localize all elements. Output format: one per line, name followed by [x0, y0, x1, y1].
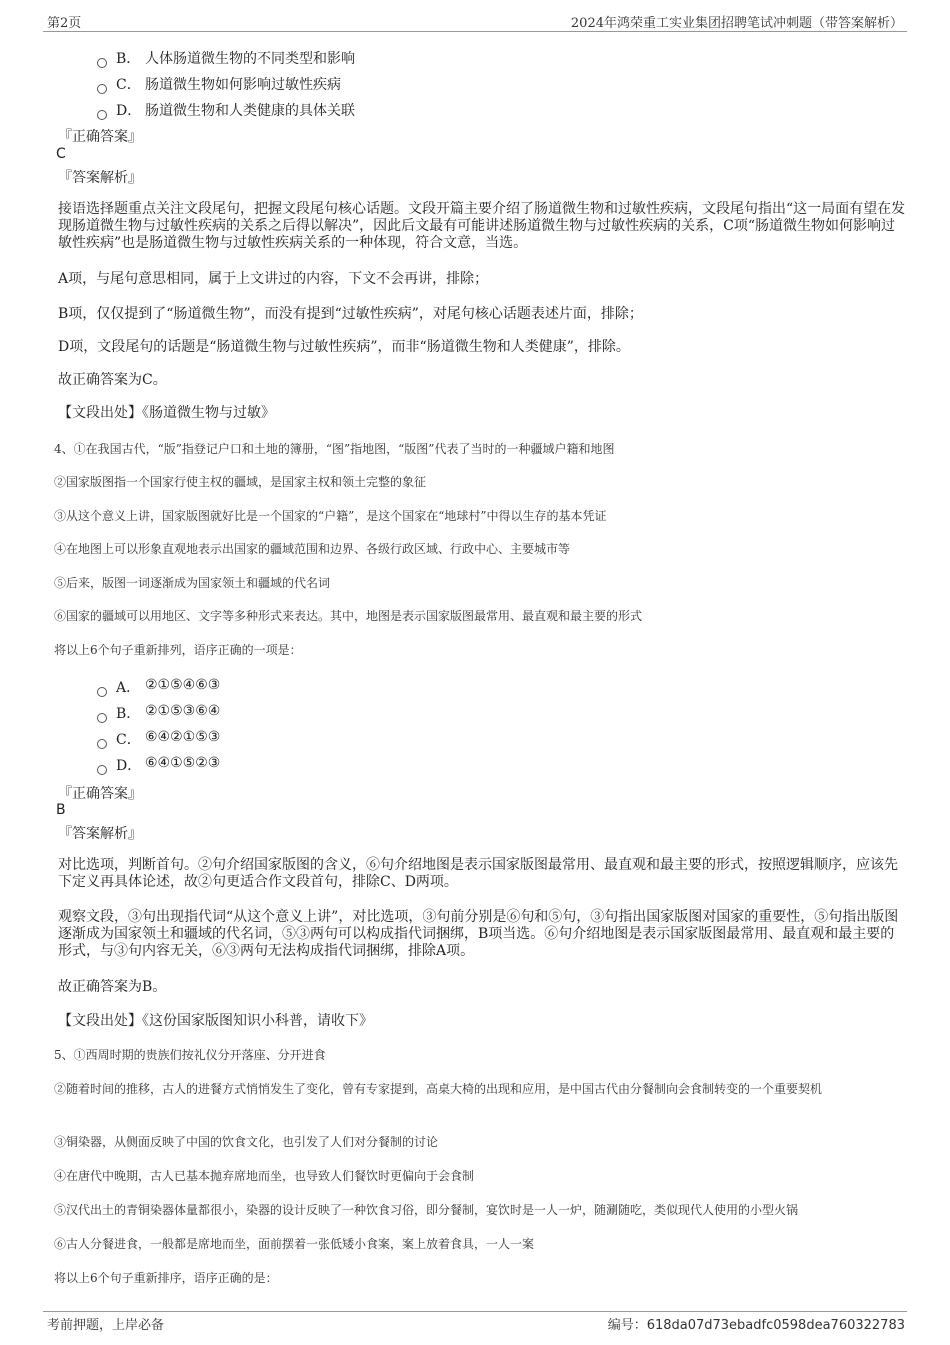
- q5-sentence: ⑤汉代出土的青铜染器体量都很小，染器的设计反映了一种饮食习俗，即分餐制，宴饮时是一人一炉，随涮随吃，类似现代人使用的小型火锅: [54, 1203, 799, 1217]
- q5-sentence: ④在唐代中晚期，古人已基本抛弃席地而坐，也导致人们餐饮时更偏向于会食制: [54, 1169, 475, 1183]
- option-text: 肠道微生物如何影响过敏性疾病: [145, 77, 341, 93]
- source-citation: 【文段出处】《肠道微生物与过敏》: [58, 405, 275, 421]
- q4-question-prompt: 将以上6个句子重新排列，语序正确的一项是：: [54, 643, 302, 657]
- q4-sentence: 4、①在我国古代，“版”指登记户口和土地的簿册，“图”指地图，“版图”代表了当时的一种疆域户籍和地图: [54, 442, 615, 456]
- q5-sentence: ⑥古人分餐进食，一般都是席地而坐，面前摆着一张低矮小食案，案上放着食具，一人一案: [54, 1237, 535, 1251]
- analysis-label: 『答案解析』: [58, 170, 142, 186]
- analysis-conclusion: 故正确答案为B。: [58, 979, 167, 995]
- analysis-label: 『答案解析』: [58, 826, 142, 842]
- option-text: 肠道微生物和人类健康的具体关联: [145, 103, 355, 119]
- answer-value: C: [56, 146, 66, 162]
- radio-icon[interactable]: [97, 765, 107, 775]
- option-letter: A．: [116, 680, 141, 696]
- footer-slogan: 考前押题，上岸必备: [47, 1318, 165, 1333]
- option-letter: C．: [116, 77, 141, 93]
- option-text: ②①⑤③⑥④: [145, 703, 221, 719]
- analysis-paragraph: 对比选项，判断首句。②句介绍国家版图的含义，⑥句介绍地图是表示国家版图最常用、最直观和最主要的形式，按照逻辑顺序，应该先下定义再具体论述，故②句更适合作文段首句，排除C、D两项。: [58, 857, 898, 890]
- q4-sentence: ③从这个意义上讲，国家版图就好比是一个国家的“户籍”，是这个国家在“地球村”中得以生存的基本凭证: [54, 509, 607, 523]
- option-text: ⑥④②①⑤③: [145, 729, 221, 745]
- radio-icon[interactable]: [97, 84, 107, 94]
- option-text: ⑥④①⑤②③: [145, 755, 221, 771]
- answer-label: 『正确答案』: [58, 129, 142, 145]
- option-letter: D．: [116, 758, 142, 774]
- radio-icon[interactable]: [97, 687, 107, 697]
- option-text: ②①⑤④⑥③: [145, 677, 221, 693]
- option-letter: C．: [116, 732, 141, 748]
- q4-sentence: ⑥国家的疆域可以用地区、文字等多种形式来表达。其中，地图是表示国家版图最常用、最直观和最主要的形式: [54, 609, 643, 623]
- answer-label: 『正确答案』: [58, 786, 142, 802]
- source-citation: 【文段出处】《这份国家版图知识小科普，请收下》: [58, 1013, 373, 1029]
- q5-question-prompt: 将以上6个句子重新排序，语序正确的是：: [54, 1271, 278, 1285]
- q4-sentence: ④在地图上可以形象直观地表示出国家的疆域范围和边界、各级行政区域、行政中心、主要城市等: [54, 542, 571, 556]
- option-letter: B．: [116, 51, 141, 67]
- header-divider: [43, 31, 907, 32]
- analysis-paragraph: 观察文段，③句出现指代词“从这个意义上讲”，对比选项，③句前分别是⑥句和⑤句，③句指出国家版图对国家的重要性，⑤句指出版图逐渐成为国家领土和疆域的代名词，⑤③两句可以构成指代词捆绑，B项当选。⑥句介绍地图是表示国家版图最常用、最直观和最主要的形式，与③句内容无关，⑥③两句无法构成指代词捆绑，排除A项。: [58, 909, 899, 959]
- analysis-paragraph: A项，与尾句意思相同，属于上文讲过的内容，下文不会再讲，排除；: [58, 271, 489, 287]
- q4-sentence: ②国家版图指一个国家行使主权的疆域，是国家主权和领土完整的象征: [54, 475, 427, 489]
- answer-value: B: [56, 802, 66, 818]
- analysis-paragraph: B项，仅仅提到了“肠道微生物”，而没有提到“过敏性疾病”，对尾句核心话题表述片面，排除；: [58, 306, 643, 322]
- radio-icon[interactable]: [97, 110, 107, 120]
- option-letter: D．: [116, 103, 142, 119]
- analysis-paragraph: D项，文段尾句的话题是“肠道微生物与过敏性疾病”，而非“肠道微生物和人类健康”，排除。: [58, 339, 630, 355]
- q5-sentence: ②随着时间的推移，古人的进餐方式悄悄发生了变化，曾有专家提到，高桌大椅的出现和应用，是中国古代由分餐制向会食制转变的一个重要契机: [54, 1082, 823, 1096]
- footer-divider: [43, 1311, 907, 1312]
- option-text: 人体肠道微生物的不同类型和影响: [145, 51, 355, 67]
- analysis-conclusion: 故正确答案为C。: [58, 372, 167, 388]
- radio-icon[interactable]: [97, 713, 107, 723]
- document-title: 2024年鸿荣重工实业集团招聘笔试冲刺题（带答案解析）: [570, 16, 903, 31]
- radio-icon[interactable]: [97, 58, 107, 68]
- q5-sentence: ③铜染器，从侧面反映了中国的饮食文化，也引发了人们对分餐制的讨论: [54, 1135, 439, 1149]
- option-letter: B．: [116, 706, 141, 722]
- page-number: 第2页: [47, 16, 82, 31]
- q5-sentence: 5、①西周时期的贵族们按礼仪分开落座、分开进食: [54, 1048, 326, 1062]
- q4-sentence: ⑤后来，版图一词逐渐成为国家领土和疆域的代名词: [54, 576, 331, 590]
- document-id: 编号：618da07d73ebadfc0598dea760322783: [607, 1318, 905, 1333]
- radio-icon[interactable]: [97, 739, 107, 749]
- analysis-paragraph: 接语选择题重点关注文段尾句，把握文段尾句核心话题。文段开篇主要介绍了肠道微生物和过敏性疾病，文段尾句指出“这一局面有望在发现肠道微生物与过敏性疾病的关系之后得以解决”，因此后文最有可能讲述肠道微生物与过敏性疾病的关系，C项“肠道微生物如何影响过敏性疾病”也是肠道微生物与过敏性疾病关系的一种体现，符合文意，当选。: [58, 201, 906, 251]
